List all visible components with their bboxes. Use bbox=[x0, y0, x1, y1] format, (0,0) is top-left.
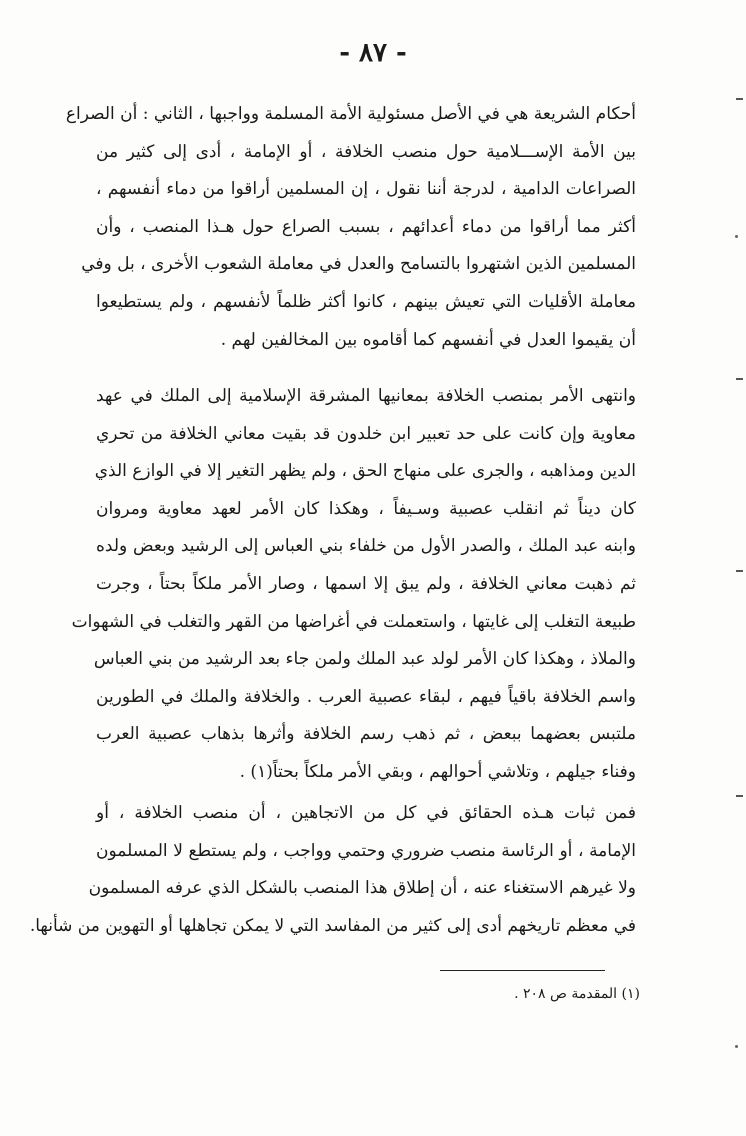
text-line: كان ديناً ثم انقلب عصبية وسـيفاً ، وهكذا كان الأمر لعهد معاوية ومروان bbox=[96, 498, 636, 519]
scan-speck bbox=[735, 1045, 738, 1048]
margin-mark bbox=[736, 795, 743, 797]
margin-mark bbox=[736, 378, 743, 380]
text-line: أن يقيموا العدل في أنفسهم كما أقاموه بين المخالفين لهم . bbox=[220, 329, 636, 350]
text-line: في معظم تاريخهم أدى إلى كثير من المفاسد التي لا يمكن تجاهلها أو التهوين من شأنها. bbox=[29, 915, 636, 936]
margin-mark bbox=[736, 98, 743, 100]
text-line: الدين ومذاهبه ، والجرى على منهاج الحق ، ولم يظهر التغير إلا في الوازع الذي bbox=[94, 461, 636, 482]
text-line: أحكام الشريعة هي في الأصل مسئولية الأمة المسلمة وواجبها ، الثاني : أن الصراع bbox=[65, 104, 636, 124]
text-line: الإمامة ، أو الرئاسة منصب ضروري وحتمي وواجب ، ولم يستطع لا المسلمون bbox=[96, 840, 636, 861]
text-line: الصراعات الدامية ، لدرجة أننا نقول ، إن المسلمين أراقوا من دماء أنفسهم ، bbox=[96, 179, 636, 200]
text-line: معاوية وإن كانت على حد تعبير ابن خلدون قد بقيت معاني الخلافة من تحري bbox=[96, 423, 636, 444]
text-line: معاملة الأقليات التي تعيش بينهم ، كانوا أكثر ظلماً لأنفسهم ، ولم يستطيعوا bbox=[96, 291, 636, 312]
scan-speck bbox=[735, 235, 738, 238]
text-line: بين الأمة الإســـلامية حول منصب الخلافة ، أو الإمامة ، أدى إلى كثير من bbox=[96, 141, 636, 162]
paragraph-2 bbox=[71, 378, 636, 792]
text-line: وفناء جيلهم ، وتلاشي أحوالهم ، وبقي الأمر ملكاً بحتاً(١) . bbox=[239, 761, 636, 782]
margin-mark bbox=[736, 570, 743, 572]
text-line: ولا غيرهم الاستغناء عنه ، أن إطلاق هذا المنصب بالشكل الذي عرفه المسلمون bbox=[88, 878, 636, 899]
text-line: وانتهى الأمر بمنصب الخلافة بمعانيها المشرقة الإسلامية إلى الملك في عهد bbox=[96, 386, 636, 406]
page-number: - ٨٧ - bbox=[339, 38, 407, 68]
text-line: أكثر مما أراقوا من دماء أعدائهم ، بسبب الصراع حول هـذا المنصب ، وأن bbox=[96, 216, 636, 237]
text-line: والملاذ ، وهكذا كان الأمر لولد عبد الملك ولمن جاء بعد الرشيد من بني العباس bbox=[93, 649, 636, 670]
text-line: واسم الخلافة باقياً فيهم ، لبقاء عصبية العرب . والخلافة والملك في الطورين bbox=[96, 686, 636, 707]
footnote-divider bbox=[440, 970, 605, 971]
text-line: المسلمين الذين اشتهروا بالتسامح والعدل في معاملة الشعوب الأخرى ، بل وفي bbox=[81, 254, 636, 275]
paragraph-1 bbox=[65, 96, 636, 359]
text-line: فمن ثبات هـذه الحقائق في كل من الاتجاهين ، أن منصب الخلافة ، أو bbox=[96, 803, 636, 823]
text-line: طبيعة التغلب إلى غايتها ، واستعملت في أغراضها من القهر والتغلب في الشهوات bbox=[71, 611, 636, 632]
text-line: وابنه عبد الملك ، والصدر الأول من خلفاء بني العباس إلى الرشيد وبعض ولده bbox=[96, 536, 636, 557]
text-line: ثم ذهبت معاني الخلافة ، ولم يبق إلا اسمها ، وصار الأمر ملكاً بحتاً ، وجرت bbox=[96, 573, 636, 594]
paragraph-3 bbox=[29, 795, 636, 945]
footnote: (١) المقدمة ص ٢٠٨ . bbox=[514, 986, 640, 1002]
text-line: ملتبس بعضهما ببعض ، ثم ذهب رسم الخلافة وأثرها بذهاب عصبية العرب bbox=[96, 724, 636, 745]
